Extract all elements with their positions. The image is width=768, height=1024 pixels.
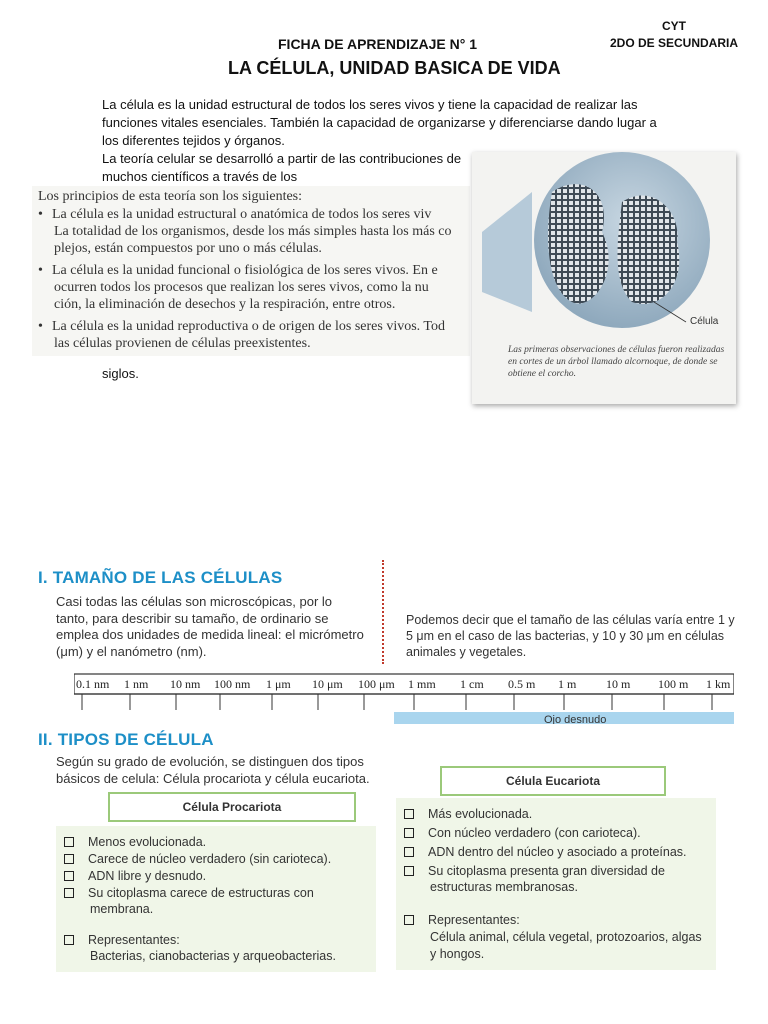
eucariota-item-text: Más evolucionada. bbox=[428, 807, 533, 821]
scale-label: 0.1 nm bbox=[76, 677, 110, 691]
size-scale-graphic bbox=[74, 672, 734, 724]
procariota-item bbox=[64, 868, 206, 884]
procariota-item bbox=[64, 834, 206, 850]
principle-1-line-1: La célula es la unidad estructural o anatómica de todos los seres viv bbox=[52, 207, 432, 222]
eucariota-panel bbox=[396, 798, 716, 970]
procariota-item bbox=[64, 885, 314, 901]
procariota-item bbox=[64, 851, 331, 867]
principle-1 bbox=[38, 206, 431, 223]
eucariota-item bbox=[404, 863, 665, 879]
scale-label: 100 nm bbox=[214, 677, 251, 691]
eucariota-title: Célula Eucariota bbox=[440, 766, 666, 796]
bullet-icon: • bbox=[38, 207, 43, 222]
procariota-item bbox=[64, 932, 180, 948]
intro-paragraph-1: La célula es la unidad estructural de todos los seres vivos y tiene la capacidad de realizar las funciones vitales esenciales. También la capacidad de organizarse y diferenciarse dando lugar a los diferentes tejidos y órganos. bbox=[102, 97, 657, 148]
principle-2 bbox=[38, 262, 438, 279]
principle-2-line-3: ción, la eliminación de desechos y la respiración, entre otros. bbox=[54, 297, 396, 312]
principle-2-line-2: ocurren todos los procesos que realizan los seres vivos, como la nu bbox=[54, 280, 429, 295]
eucariota-item bbox=[404, 825, 641, 841]
scale-label: 10 m bbox=[606, 677, 631, 691]
checkbox-icon bbox=[404, 847, 414, 857]
checkbox-icon bbox=[64, 888, 74, 898]
scale-label: 1 nm bbox=[124, 677, 149, 691]
scale-label: 1 μm bbox=[266, 677, 291, 691]
scale-label: 1 mm bbox=[408, 677, 436, 691]
eucariota-item bbox=[404, 844, 687, 860]
section-1-text: Casi todas las células son microscópicas, por lo tanto, para describir su tamaño, de ordinario se emplea dos unidades de medida lineal: el micrómetro (μm) y el nanómetro (nm). bbox=[56, 594, 364, 659]
eucariota-item bbox=[404, 806, 532, 822]
principle-3-line-1: La célula es la unidad reproductiva o de origen de los seres vivos. Tod bbox=[52, 319, 445, 334]
header-subject-grade bbox=[610, 18, 738, 52]
eucariota-item-text: Con núcleo verdadero (con carioteca). bbox=[428, 826, 641, 840]
cork-cells-figure bbox=[472, 152, 736, 404]
checkbox-icon bbox=[404, 866, 414, 876]
eucariota-item-text: Representantes: bbox=[428, 913, 520, 927]
scale-label: 0.5 m bbox=[508, 677, 536, 691]
section-1-title: I. TAMAÑO DE LAS CÉLULAS bbox=[38, 568, 283, 587]
figure-caption: Las primeras observaciones de células fueron realizadas en cortes de un árbol llamado alcornoque, de donde se obtiene el corcho. bbox=[508, 345, 725, 379]
eucariota-representatives: Célula animal, célula vegetal, protozoarios, algas bbox=[430, 930, 702, 944]
eucariota-item-cont: estructuras membranosas. bbox=[430, 880, 578, 894]
scale-label: 1 cm bbox=[460, 677, 484, 691]
scale-label: 100 μm bbox=[358, 677, 395, 691]
principle-1-line-2: La totalidad de los organismos, desde los más simples hasta los más co bbox=[54, 224, 452, 239]
principle-2-line-1: La célula es la unidad funcional o fisiológica de los seres vivos. En e bbox=[52, 263, 438, 278]
ficha-title: FICHA DE APRENDIZAJE N° 1 bbox=[278, 36, 478, 52]
principles-intro: Los principios de esta teoría son los siguientes: bbox=[38, 189, 303, 204]
procariota-title: Célula Procariota bbox=[108, 792, 356, 822]
checkbox-icon bbox=[64, 854, 74, 864]
section-2-title: II. TIPOS DE CÉLULA bbox=[38, 730, 214, 749]
eucariota-item bbox=[404, 912, 520, 928]
procariota-item-text: Su citoplasma carece de estructuras con bbox=[88, 886, 314, 900]
scale-label: 10 nm bbox=[170, 677, 201, 691]
checkbox-icon bbox=[64, 871, 74, 881]
principle-3-line-2: las células provienen de células preexistentes. bbox=[54, 336, 311, 351]
page-title: LA CÉLULA, UNIDAD BASICA DE VIDA bbox=[228, 58, 561, 78]
procariota-item-text: Representantes: bbox=[88, 933, 180, 947]
principle-3 bbox=[38, 318, 445, 335]
procariota-item-text: ADN libre y desnudo. bbox=[88, 869, 207, 883]
checkbox-icon bbox=[404, 828, 414, 838]
principles-block bbox=[32, 186, 470, 356]
checkbox-icon bbox=[64, 837, 74, 847]
scale-label: 10 μm bbox=[312, 677, 343, 691]
grade-label: 2DO DE SECUNDARIA bbox=[609, 36, 738, 50]
scale-label: 1 m bbox=[558, 677, 577, 691]
principle-1-line-3: plejos, están compuestos por uno o más células. bbox=[54, 241, 322, 256]
section-2-text: Según su grado de evolución, se distinguen dos tipos básicos de celula: Célula procariota y célula eucariota. bbox=[56, 754, 370, 786]
figure-label-celula: Célula bbox=[690, 316, 719, 327]
section-divider bbox=[382, 560, 388, 664]
procariota-representatives: Bacterias, cianobacterias y arqueobacterias. bbox=[90, 949, 336, 963]
eucariota-representatives-cont: y hongos. bbox=[430, 947, 485, 961]
scale-label: 100 m bbox=[658, 677, 689, 691]
procariota-item-text: Carece de núcleo verdadero (sin carioteca). bbox=[88, 852, 332, 866]
intro-paragraph-2: La teoría celular se desarrolló a partir de las contribuciones de muchos científicos a través de los bbox=[102, 151, 462, 184]
size-scale-bar bbox=[74, 672, 734, 724]
checkbox-icon bbox=[404, 809, 414, 819]
naked-eye-label: Ojo desnudo bbox=[544, 714, 607, 724]
eucariota-item-text: ADN dentro del núcleo y asociado a proteínas. bbox=[428, 845, 687, 859]
subject-label: CYT bbox=[661, 19, 686, 33]
bullet-icon: • bbox=[38, 263, 43, 278]
scale-label: 1 km bbox=[706, 677, 731, 691]
intro-paragraph-3: siglos. bbox=[102, 366, 139, 381]
procariota-item-cont: membrana. bbox=[90, 902, 154, 916]
procariota-item-text: Menos evolucionada. bbox=[88, 835, 207, 849]
bullet-icon: • bbox=[38, 319, 43, 334]
eucariota-item-text: Su citoplasma presenta gran diversidad de bbox=[428, 864, 665, 878]
section-1-size-note: Podemos decir que el tamaño de las células varía entre 1 y 5 μm en el caso de las bacterias, y 10 y 30 μm en células animales y vegetales. bbox=[406, 613, 735, 659]
checkbox-icon bbox=[404, 915, 414, 925]
checkbox-icon bbox=[64, 935, 74, 945]
procariota-panel bbox=[56, 826, 376, 972]
